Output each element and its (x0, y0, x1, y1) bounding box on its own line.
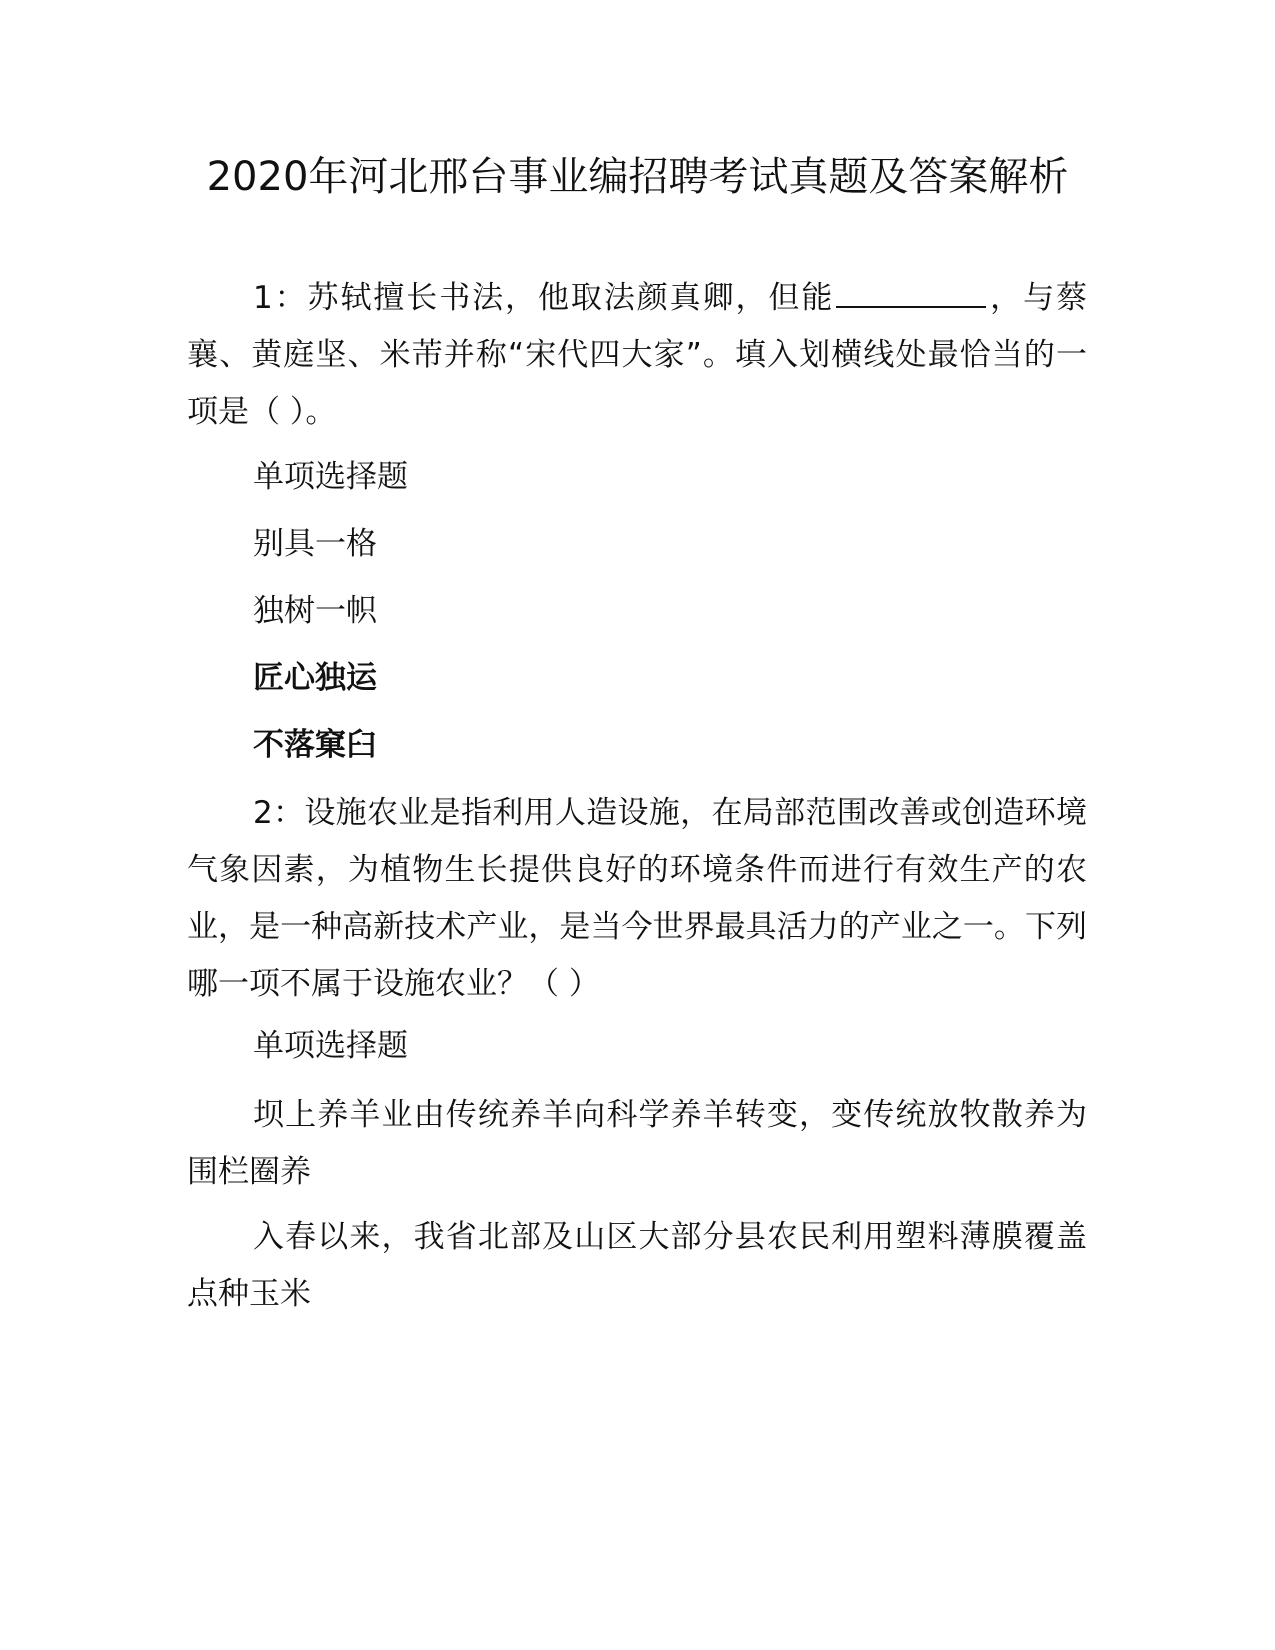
question-1-stem-part-1: 1：苏轼擅长书法，他取法颜真卿，但能 (253, 280, 835, 316)
question-1-type: 单项选择题 (253, 459, 408, 495)
document-title: 2020年河北邢台事业编招聘考试真题及答案解析 (206, 154, 1069, 200)
question-2-option-1: 坝上养羊业由传统养羊向科学养羊转变，变传统放牧散养为围栏圈养 (187, 1097, 1087, 1190)
question-1-option-1: 别具一格 (253, 526, 377, 562)
question-1-option-3: 匠心独运 (253, 660, 377, 696)
answer-blank (836, 276, 986, 308)
question-1-stem-part-2: ，与蔡襄、黄庭坚、米芾并称“宋代四大家”。填入划横线处最恰当的一项是（ ）。 (187, 280, 1088, 430)
question-1-stem (187, 270, 1087, 441)
question-1-option-2: 独树一帜 (253, 593, 377, 629)
question-2-type: 单项选择题 (253, 1028, 408, 1064)
question-2-option-2: 入春以来，我省北部及山区大部分县农民利用塑料薄膜覆盖点种玉米 (187, 1219, 1087, 1312)
question-1-option-4: 不落窠臼 (253, 727, 377, 763)
question-2-stem: 2：设施农业是指利用人造设施，在局部范围改善或创造环境气象因素，为植物生长提供良好的环境条件而进行有效生产的农业，是一种高新技术产业，是当今世界最具活力的产业之一。下列哪一项不属于设施农业？（ ） (187, 795, 1087, 1002)
